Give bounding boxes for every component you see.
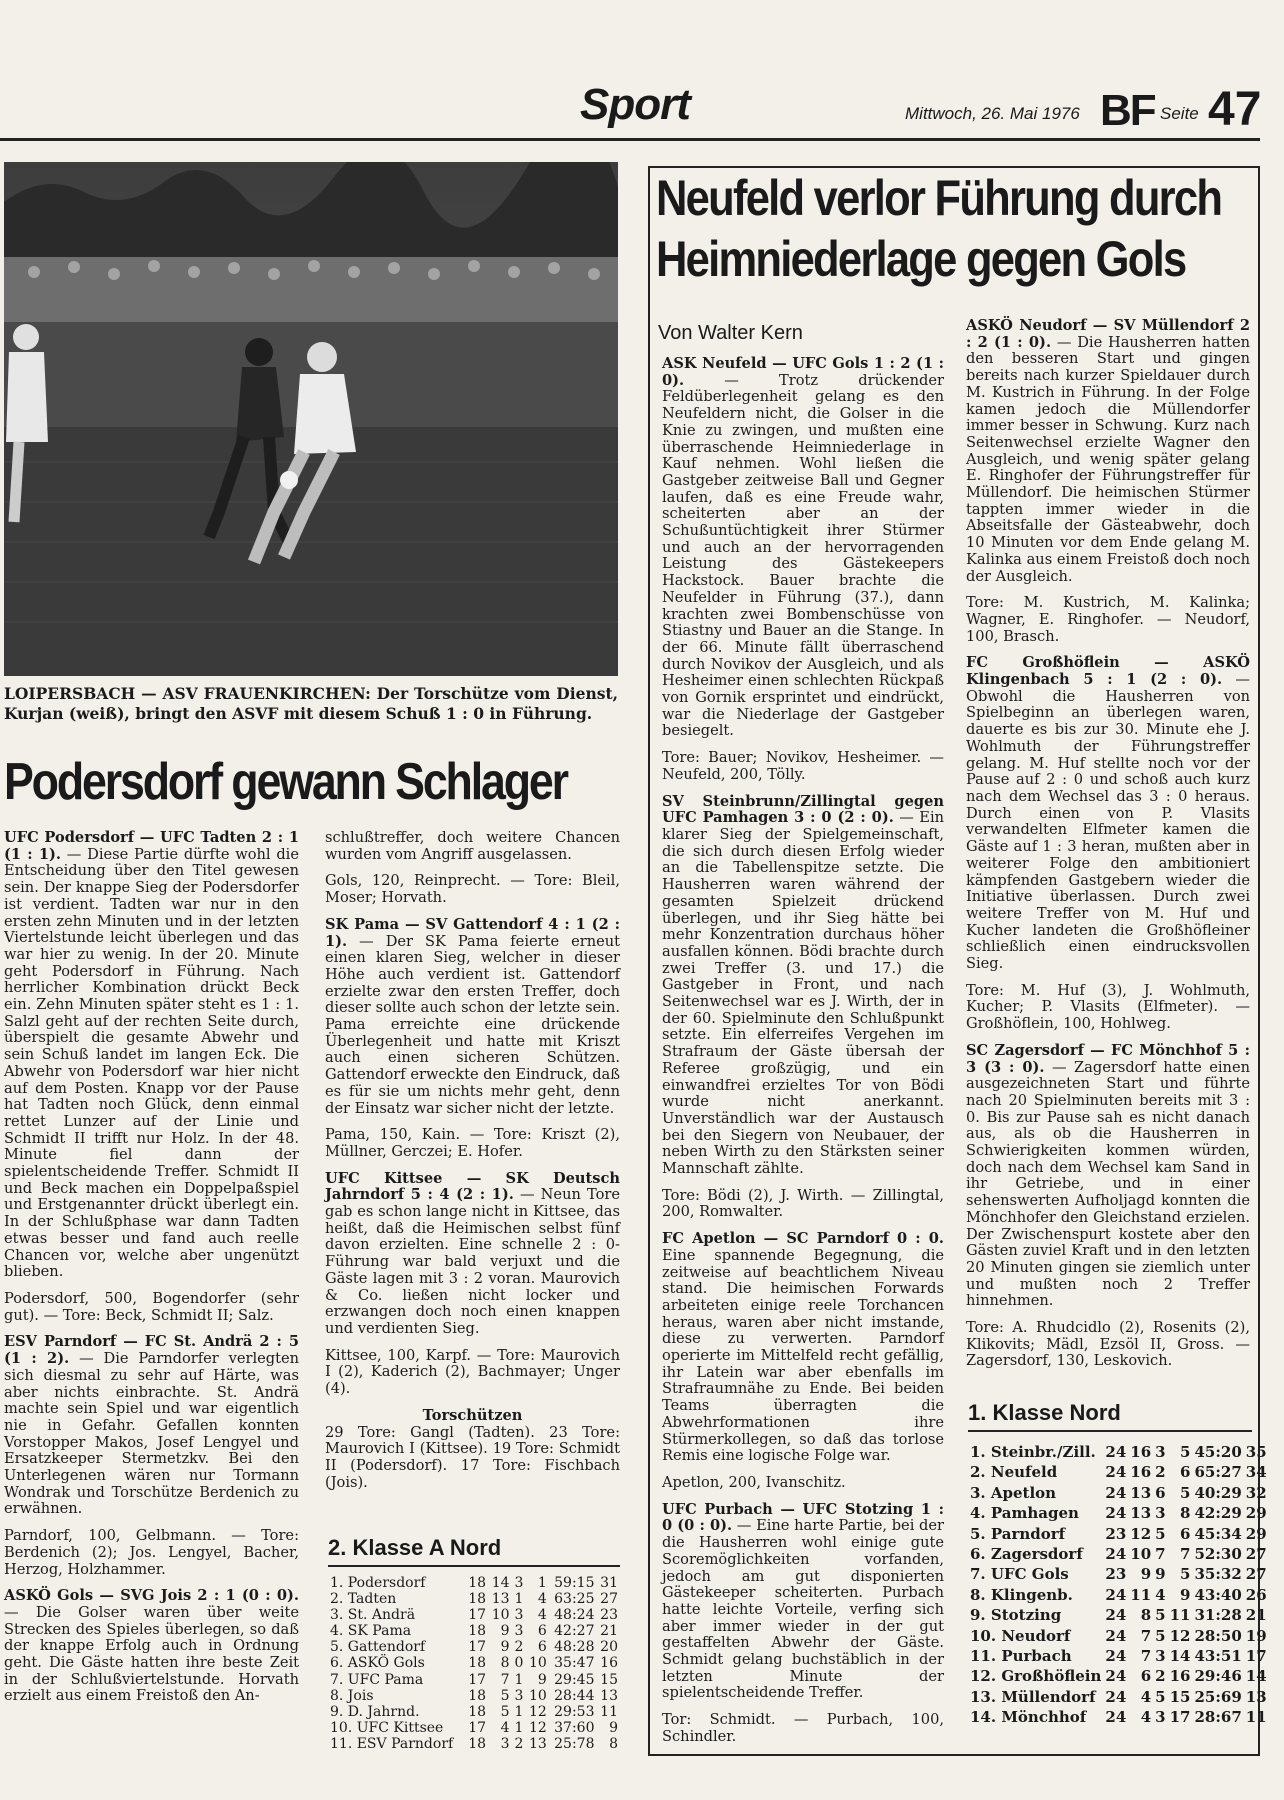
- table-row: [968, 1462, 1269, 1482]
- table-row: [328, 1623, 620, 1639]
- stat-cell: 2: [1155, 1463, 1166, 1482]
- stat-cell: 18: [468, 1591, 487, 1608]
- stat-cell: 5: [1155, 1626, 1166, 1645]
- stat-cell: 4: [1140, 1687, 1152, 1706]
- stat-cell: 4: [537, 1607, 547, 1624]
- stat-cell: 6: [537, 1639, 547, 1656]
- stat-cell: 11: [1169, 1606, 1191, 1625]
- stat-cell: 3: [514, 1623, 524, 1640]
- stat-cell: 10: [529, 1687, 547, 1704]
- stat-cell: 31: [600, 1575, 618, 1591]
- report-paragraph: SC Zagersdorf — FC Mönchhof 5 : 3 (3 : 0). — Zagersdorf hatte einen ausgezeichneten Start und führte nach 20 Spielminuten bereits mit 3 : 0. Bis zur Pause sah es nicht danach aus, als ob die Hausherren in Schwierigkeiten kommen würden, doch nach dem Wechsel kam Sand in ihr Getriebe, und in einer sehenswerten Aufholjagd konnten die Mönchhofer den Gleichstand erzielen. Der Zwischenspurt kostete aber den Gästen zuviel Kraft und in den letzten 20 Minuten gingen sie ziemlich unter und mußten noch 2 Treffer hinnehmen.: [966, 1041, 1250, 1310]
- masthead-rule: [0, 138, 1260, 141]
- right-headline: [656, 168, 1222, 290]
- table-title: 1. Klasse Nord: [968, 1400, 1121, 1425]
- stat-cell: 2: [1155, 1667, 1166, 1686]
- stat-cell: 7: [1140, 1626, 1152, 1645]
- standings-1-nord: [968, 1400, 1267, 1727]
- stat-cell: 16: [1130, 1463, 1152, 1482]
- stat-cell: 12: [1169, 1626, 1191, 1645]
- stat-cell: 35:47: [554, 1655, 595, 1672]
- stat-cell: 29:46: [1194, 1667, 1242, 1686]
- stat-cell: 24: [1105, 1687, 1127, 1706]
- stat-cell: 10: [529, 1655, 547, 1672]
- table-row: [968, 1503, 1269, 1523]
- stat-cell: 12: [529, 1719, 547, 1736]
- stat-cell: 13: [491, 1591, 510, 1608]
- stat-cell: 18: [468, 1623, 487, 1640]
- stat-cell: 34: [1245, 1463, 1267, 1482]
- stat-cell: 6: [1180, 1463, 1191, 1482]
- report-paragraph: Tore: M. Kustrich, M. Kalinka; Wagner, E. Ringhofer. — Neudorf, 100, Brasch.: [966, 594, 1250, 645]
- stat-cell: 3: [514, 1607, 524, 1624]
- table-row: [328, 1639, 620, 1655]
- stat-cell: 10: [1130, 1544, 1152, 1563]
- team-name: 9. D. Jahrnd.: [330, 1703, 420, 1720]
- team-name: 3. St. Andrä: [330, 1607, 416, 1624]
- stat-cell: 11: [1130, 1585, 1152, 1604]
- stat-cell: 17: [468, 1607, 487, 1624]
- stat-cell: 42:29: [1194, 1504, 1242, 1523]
- stat-cell: 17: [1245, 1646, 1267, 1665]
- stat-cell: 12: [529, 1703, 547, 1720]
- report-paragraph: UFC Kittsee — SK Deutsch Jahrndorf 5 : 4 (2 : 1). — Neun Tore gab es schon lange nicht in Kittsee, das heißt, daß die Heimischen selbst fünf davon erzielten. Eine schnelle 2 : 0-Führung war bald verjuxt und die Gäste lagen mit 3 : 2 voran. Maurovich & Co. ließen nicht locker und erzwangen doch noch einen knappen und verdienten Sieg.: [325, 1169, 620, 1337]
- stat-cell: 5: [1180, 1483, 1191, 1502]
- report-paragraph: Apetlon, 200, Ivanschitz.: [662, 1474, 846, 1491]
- stat-cell: 23: [1105, 1565, 1127, 1584]
- right-column-1: [662, 356, 944, 1756]
- standings-a-nord: [328, 1535, 620, 1752]
- stat-cell: 5: [500, 1703, 510, 1720]
- stat-cell: 7: [1155, 1544, 1166, 1563]
- report-paragraph: UFC Purbach — UFC Stotzing 1 : 0 (0 : 0). — Eine harte Partie, bei der die Hausherren wohl einige gute Scoremöglichkeiten vorfanden, jedoch am gut disponierten Gästekeeper scheiterten. Purbach hatte leichte Vorteile, verfing sich aber immer wieder in der gut gestaffelten Abwehr der Gäste. Schmidt gelang buchstäblich in der letzten Minute der spielentscheidende Treffer.: [662, 1500, 945, 1702]
- report-paragraph: Podersdorf, 500, Bogendorfer (sehr gut). — Tore: Beck, Schmidt II; Salz.: [4, 1289, 299, 1324]
- report-paragraph: Parndorf, 100, Gelbmann. — Tore: Berdenich (2); Jos. Lengyel, Bacher, Herzog, Holzhammer.: [4, 1527, 299, 1578]
- stat-cell: 4: [537, 1591, 547, 1608]
- stat-cell: 13: [1130, 1483, 1152, 1502]
- table-title: 2. Klasse A Nord: [328, 1535, 502, 1560]
- stat-cell: 13: [1245, 1687, 1267, 1706]
- stat-cell: 24: [1105, 1504, 1127, 1523]
- team-name: 5. Parndorf: [970, 1524, 1066, 1543]
- stat-cell: 10: [491, 1607, 510, 1624]
- match-photo: [4, 162, 618, 676]
- stat-cell: 17: [1169, 1708, 1191, 1727]
- stat-cell: 24: [1105, 1544, 1127, 1563]
- stat-cell: 8: [1180, 1504, 1191, 1523]
- team-name: 8. Jois: [330, 1687, 374, 1704]
- table-rule: [328, 1565, 620, 1567]
- report-paragraph: SK Pama — SV Gattendorf 4 : 1 (2 : 1). — Der SK Pama feierte erneut einen klaren Sieg, welcher in dieser Höhe auch verdient ist. Gattendorf erzielte zwar den ersten Treffer, doch dieser sollte auch schon der letzte sein. Pama erreichte eine drückende Überlegenheit und hatte mit Kriszt auch einen sicheren Schützen. Gattendorf erweckte den Eindruck, daß es für sie um nichts mehr geht, denn der Einsatz war sicher nicht der letzte.: [325, 915, 620, 1117]
- table-row: [968, 1524, 1269, 1544]
- table-rule: [968, 1430, 1252, 1432]
- byline: Von Walter Kern: [658, 322, 803, 344]
- stat-cell: 16: [1169, 1667, 1191, 1686]
- stat-cell: 42:27: [554, 1623, 595, 1640]
- stat-cell: 23: [1105, 1524, 1127, 1543]
- stat-cell: 24: [1105, 1585, 1127, 1604]
- standings-table: [968, 1442, 1269, 1727]
- report-paragraph: Tore: M. Huf (3), J. Wohlmuth, Kucher; P. Vlasits (Elfmeter). — Großhöflein, 100, Hohlweg.: [966, 981, 1250, 1033]
- report-paragraph: Tore: Bödi (2), J. Wirth. — Zillingtal, 200, Romwalter.: [662, 1186, 944, 1221]
- stat-cell: 17: [468, 1719, 487, 1736]
- stat-cell: 27: [600, 1591, 618, 1608]
- stat-cell: 2: [514, 1639, 524, 1656]
- stat-cell: 26: [1245, 1585, 1267, 1604]
- stat-cell: 27: [1245, 1544, 1267, 1563]
- stat-cell: 18: [468, 1703, 487, 1720]
- stat-cell: 1: [514, 1591, 524, 1608]
- team-name: 5. Gattendorf: [330, 1639, 426, 1656]
- stat-cell: 5: [500, 1687, 510, 1704]
- table-row: [328, 1607, 620, 1623]
- stat-cell: 6: [1140, 1667, 1152, 1686]
- stat-cell: 14: [491, 1575, 510, 1591]
- stat-cell: 6: [1180, 1524, 1191, 1543]
- stat-cell: 18: [468, 1575, 487, 1591]
- stat-cell: 3: [514, 1687, 524, 1704]
- stat-cell: 9: [1155, 1565, 1166, 1584]
- table-row: [968, 1564, 1269, 1584]
- stat-cell: 24: [1105, 1708, 1127, 1727]
- stat-cell: 24: [1105, 1443, 1127, 1461]
- stat-cell: 28:44: [554, 1687, 595, 1704]
- left-headline: Podersdorf gewann Schlager: [4, 753, 567, 811]
- stat-cell: 13: [600, 1687, 618, 1704]
- stat-cell: 25:78: [554, 1735, 595, 1752]
- stat-cell: 4: [1155, 1585, 1166, 1604]
- stat-cell: 9: [500, 1639, 510, 1656]
- team-name: 6. ASKÖ Gols: [330, 1655, 425, 1672]
- team-name: 4. SK Pama: [330, 1623, 412, 1640]
- table-row: [328, 1591, 620, 1607]
- stat-cell: 8: [1140, 1606, 1152, 1625]
- stat-cell: 16: [600, 1655, 618, 1672]
- stat-cell: 27: [1245, 1565, 1267, 1584]
- stat-cell: 6: [1155, 1483, 1166, 1502]
- section-title: Sport: [580, 80, 690, 129]
- report-paragraph: Tore: A. Rhudcidlo (2), Rosenits (2), Klikovits; Mädl, Ezsöl II, Gross. — Zagersdorf, 130, Leskovich.: [966, 1319, 1250, 1370]
- stat-cell: 14: [1169, 1646, 1191, 1665]
- table-row: [968, 1442, 1269, 1462]
- table-row: [328, 1736, 620, 1752]
- team-name: 3. Apetlon: [970, 1483, 1057, 1502]
- table-row: [968, 1707, 1269, 1727]
- stat-cell: 20: [600, 1639, 618, 1656]
- stat-cell: 21: [1245, 1606, 1267, 1625]
- stat-cell: 16: [1130, 1443, 1152, 1461]
- table-row: [968, 1605, 1269, 1625]
- stat-cell: 3: [1155, 1646, 1166, 1665]
- table-row: [328, 1672, 620, 1688]
- table-row: [968, 1646, 1269, 1666]
- stat-cell: 9: [537, 1671, 547, 1688]
- table-row: [968, 1483, 1269, 1503]
- report-paragraph: ASKÖ Neudorf — SV Müllendorf 2 : 2 (1 : 0). — Die Hausherren hatten den besseren Start und gingen bereits nach kurzer Spieldauer durch M. Kustrich in Führung. In der Folge kamen jedoch die Müllendorfer immer besser in Schwung. Kurz nach Seitenwechsel erzielte Wagner den Ausgleich, und wenig später gelang E. Ringhofer der Führungstreffer für Müllendorf. Die heimischen Stürmer tappten immer wieder in die Abseitsfalle der Gästeabwehr, doch 10 Minuten vor dem Ende gelang M. Kalinka aus einem Freistoß doch noch der Ausgleich.: [966, 317, 1250, 585]
- stat-cell: 18: [468, 1655, 487, 1672]
- stat-cell: 9: [1140, 1565, 1152, 1584]
- report-paragraph: FC Großhöflein — ASKÖ Klingenbach 5 : 1 (2 : 0). — Obwohl die Hausherren von Spielbeginn an überlegen waren, dauerte es bis zur 30. Minute ehe J. Wohlmuth der Führungstreffer gelang. M. Huf stellte noch vor der Pause auf 2 : 0 und schoß auch kurz nach dem Wechsel das 3 : 0 heraus. Durch einen von P. Vlasits verwandelten Elfmeter kamen die Gäste auf 1 : 3 heran, mußten aber in weiterer Folge den ambitioniert kämpfenden Gastgebern wieder die Initiative überlassen. Durch zwei weitere Treffer von M. Huf und Kucher landeten die Großhöfleiner schließlich einen eindrucksvollen Sieg.: [966, 654, 1251, 973]
- stat-cell: 5: [1155, 1606, 1166, 1625]
- team-name: 10. UFC Kittsee: [330, 1719, 444, 1736]
- stat-cell: 12: [1130, 1524, 1152, 1543]
- stat-cell: 35:32: [1194, 1565, 1242, 1584]
- team-name: 8. Klingenb.: [970, 1585, 1073, 1604]
- team-name: 2. Neufeld: [970, 1463, 1058, 1482]
- left-column-2: [325, 830, 620, 1501]
- report-paragraph: Tore: Bauer; Novikov, Hesheimer. — Neufeld, 200, Tölly.: [662, 749, 944, 783]
- stat-cell: 21: [600, 1623, 618, 1640]
- table-row: [968, 1626, 1269, 1646]
- report-paragraph: FC Apetlon — SC Parndorf 0 : 0. Eine spannende Begegnung, die zeitweise auf beachtlichem Niveau stand. Die heimischen Forwards arbeiteten einige reele Torchancen heraus, waren aber nicht imstande, diese zu verwerten. Parndorf operierte im Mittelfeld recht gefällig, ihr Latein war aber ebenfalls im Strafraumnähe zu Ende. Bei beiden Teams überragten die Abwehrformationen ihre Stürmerkollegen, so daß das torlose Remis eine logische Folge war.: [662, 1230, 944, 1465]
- stat-cell: 17: [468, 1671, 487, 1688]
- stat-cell: 13: [1130, 1504, 1152, 1523]
- stat-cell: 65:27: [1194, 1463, 1242, 1482]
- standings-table: [328, 1575, 620, 1752]
- stat-cell: 37:60: [554, 1719, 595, 1736]
- stat-cell: 24: [1105, 1646, 1127, 1665]
- right-headline-line-2: Heimniederlage gegen Gols: [656, 231, 1186, 287]
- table-row: [328, 1704, 620, 1720]
- stat-cell: 14: [1245, 1667, 1267, 1686]
- team-name: 4. Pamhagen: [970, 1504, 1079, 1523]
- table-row: [328, 1720, 620, 1736]
- stat-cell: 18: [468, 1687, 487, 1704]
- team-name: 11. ESV Parndorf: [330, 1735, 454, 1752]
- stat-cell: 29: [1245, 1524, 1267, 1543]
- stat-cell: 23: [600, 1607, 618, 1624]
- stat-cell: 5: [1180, 1565, 1191, 1584]
- stat-cell: 59:15: [554, 1575, 595, 1591]
- stat-cell: 28:50: [1194, 1626, 1242, 1645]
- team-name: 7. UFC Pama: [330, 1671, 424, 1688]
- table-row: [968, 1544, 1269, 1564]
- stat-cell: 1: [514, 1671, 524, 1688]
- stat-cell: 9: [609, 1719, 618, 1736]
- right-column-2: [966, 318, 1250, 1380]
- scorers-list: 29 Tore: Gangl (Tadten). 23 Tore: Maurovich I (Kittsee). 19 Tore: Schmidt II (Podersdorf). 17 Tore: Fischbach (Jois).: [325, 1423, 620, 1491]
- newspaper-logo: BF: [1100, 86, 1155, 135]
- stat-cell: 1: [514, 1703, 524, 1720]
- left-column-1: [4, 830, 299, 1715]
- stat-cell: 25:69: [1194, 1687, 1242, 1706]
- stat-cell: 7: [500, 1671, 510, 1688]
- stat-cell: 32: [1245, 1483, 1267, 1502]
- stat-cell: 9: [500, 1623, 510, 1640]
- stat-cell: 40:29: [1194, 1483, 1242, 1502]
- team-name: 14. Mönchhof: [970, 1708, 1087, 1727]
- stat-cell: 15: [600, 1671, 618, 1688]
- stat-cell: 24: [1105, 1626, 1127, 1645]
- stat-cell: 35: [1245, 1443, 1267, 1461]
- issue-date: Mittwoch, 26. Mai 1976: [905, 104, 1080, 123]
- stat-cell: 3: [1155, 1443, 1166, 1461]
- stat-cell: 8: [500, 1655, 510, 1672]
- stat-cell: 5: [1180, 1443, 1191, 1461]
- table-row: [968, 1687, 1269, 1707]
- right-headline-line-1: Neufeld verlor Führung durch: [656, 170, 1222, 226]
- stat-cell: 9: [1180, 1585, 1191, 1604]
- stat-cell: 17: [468, 1639, 487, 1656]
- stat-cell: 48:28: [554, 1639, 595, 1656]
- stat-cell: 6: [537, 1623, 547, 1640]
- stat-cell: 2: [514, 1735, 524, 1752]
- stat-cell: 48:24: [554, 1607, 595, 1624]
- stat-cell: 19: [1245, 1626, 1267, 1645]
- report-paragraph: Pama, 150, Kain. — Tore: Kriszt (2), Müllner, Gerczei; E. Hofer.: [325, 1126, 620, 1160]
- page-label: Seite: [1160, 104, 1199, 123]
- stat-cell: 7: [1180, 1544, 1191, 1563]
- stat-cell: 13: [529, 1735, 547, 1752]
- stat-cell: 18: [468, 1735, 487, 1752]
- stat-cell: 28:67: [1194, 1708, 1242, 1727]
- table-row: [328, 1575, 620, 1591]
- stat-cell: 31:28: [1194, 1606, 1242, 1625]
- stat-cell: 4: [500, 1719, 510, 1736]
- team-name: 1. Steinbr./Zill.: [970, 1443, 1096, 1461]
- stat-cell: 24: [1105, 1667, 1127, 1686]
- table-row: [968, 1585, 1269, 1605]
- team-name: 10. Neudorf: [970, 1626, 1071, 1645]
- stat-cell: 3: [514, 1575, 524, 1591]
- stat-cell: 7: [1140, 1646, 1152, 1665]
- stat-cell: 3: [1155, 1708, 1166, 1727]
- report-paragraph: schlußtreffer, doch weitere Chancen wurden vom Angriff ausgelassen.: [325, 829, 620, 863]
- report-paragraph: Kittsee, 100, Karpf. — Tore: Maurovich I (2), Kaderich (2), Bachmayer; Unger (4).: [325, 1346, 620, 1398]
- stat-cell: 8: [609, 1735, 618, 1752]
- table-row: [328, 1688, 620, 1704]
- team-name: 2. Tadten: [330, 1591, 397, 1608]
- team-name: 9. Stotzing: [970, 1606, 1062, 1625]
- team-name: 6. Zagersdorf: [970, 1544, 1083, 1563]
- table-row: [328, 1655, 620, 1671]
- stat-cell: 3: [500, 1735, 510, 1752]
- stat-cell: 45:34: [1194, 1524, 1242, 1543]
- stat-cell: 63:25: [554, 1591, 595, 1608]
- stat-cell: 24: [1105, 1483, 1127, 1502]
- team-name: 11. Purbach: [970, 1646, 1072, 1665]
- team-name: 12. Großhöflein: [970, 1667, 1102, 1686]
- report-paragraph: SV Steinbrunn/Zillingtal gegen UFC Pamhagen 3 : 0 (2 : 0). — Ein klarer Sieg der Spielgemeinschaft, die sich durch diesen Erfolg wieder an die Tabellenspitze setzte. Die Hausherren waren während der gesamten Spielzeit drückend überlegen, und ihr Sieg hätte bei mehr Konzentration durchaus höher ausfallen können. Bödi brachte durch zwei Treffer (3. und 17.) die Gastgeber in Front, und nach Seitenwechsel war es J. Wirth, der in der 60. Spielminute den Schlußpunkt setzte. Ein elferreifes Vergehen im Strafraum der Gäste übersah der Referee großzügig, und ein einwandfrei erzieltes Tor von Bödi wurde nicht anerkannt. Unverständlich war der Austausch bei den Siegern von Neubauer, der neben Wirth zu den Stärksten seiner Mannschaft zählte.: [662, 792, 945, 1178]
- scorers-title: Torschützen: [422, 1406, 523, 1424]
- report-paragraph: ASKÖ Gols — SVG Jois 2 : 1 (0 : 0). — Die Golser waren über weite Strecken des Spieles überlegen, so daß der knappe Erfolg auch in Ordnung geht. Die Gäste hatten ihre beste Zeit in der Schlußviertelstunde. Horvath erzielt aus einem Freistoß den An-: [4, 1587, 299, 1705]
- stat-cell: 29:45: [554, 1671, 595, 1688]
- stat-cell: 5: [1155, 1687, 1166, 1706]
- stat-cell: 15: [1169, 1687, 1191, 1706]
- stat-cell: 43:40: [1194, 1585, 1242, 1604]
- report-paragraph: Tor: Schmidt. — Purbach, 100, Schindler.: [662, 1711, 944, 1745]
- stat-cell: 11: [1245, 1708, 1267, 1727]
- stat-cell: 11: [600, 1703, 618, 1720]
- stat-cell: 29: [1245, 1504, 1267, 1523]
- team-name: 13. Müllendorf: [970, 1687, 1096, 1706]
- report-paragraph: ESV Parndorf — FC St. Andrä 2 : 5 (1 : 2). — Die Parndorfer verlegten sich diesmal zu sehr auf Härte, was aber nichts einbrachte. St. Andrä machte sein Spiel und war eigentlich nie in Gefahr. Gefallen konnten Vorstopper Makos, Josef Lengyel und Ersatzkeeper Stermetzkv. Bei den Unterlegenen wären nur Tormann Wondrak und Torschütze Berdenich zu erwähnen.: [4, 1333, 300, 1518]
- page-number: 47: [1208, 83, 1262, 136]
- stat-cell: 24: [1105, 1463, 1127, 1482]
- stat-cell: 4: [1140, 1708, 1152, 1727]
- report-paragraph: UFC Podersdorf — UFC Tadten 2 : 1 (1 : 1). — Diese Partie dürfte wohl die Entscheidung über den Titel gewesen sein. Der knappe Sieg der Podersdorfer ist verdient. Tadten war nur in den ersten zehn Minuten und in der letzten Viertelstunde leicht überlegen und das war hier zu wenig. In der 20. Minute geht Podersdorf in Führung. Nach herrlicher Kombination drückt Beck ein. Zehn Minuten später steht es 1 : 1. Salzl geht auf der rechten Seite durch, überspielt die gesamte Abwehr und sein Schuß landet im langen Eck. Die Abwehr von Podersdorf war hier nicht auf dem Posten. Knapp vor der Pause hat Tadten noch Glück, denn einmal rettet Lunzer auf der Linie und Schmidt II trifft nur Holz. In der 48. Minute fiel dann der spielentscheidende Treffer. Schmidt II und Beck machen ein Doppelpaßspiel und Erstgenannter drückt überlegt ein. In der Schlußphase war dann Tadten etwas besser und fand auch reelle Chancen vor, welche aber ungenützt blieben.: [4, 829, 299, 1281]
- stat-cell: 45:20: [1194, 1443, 1242, 1461]
- stat-cell: 43:51: [1194, 1646, 1242, 1665]
- stat-cell: 3: [1155, 1504, 1166, 1523]
- football-match-image: [4, 162, 618, 676]
- stat-cell: 5: [1155, 1524, 1166, 1543]
- stat-cell: 0: [514, 1655, 524, 1672]
- photo-caption: LOIPERSBACH — ASV FRAUENKIRCHEN: Der Torschütze vom Dienst, Kurjan (weiß), bringt den ASVF mit diesem Schuß 1 : 0 in Führung.: [4, 684, 618, 723]
- stat-cell: 1: [514, 1719, 524, 1736]
- team-name: 1. Podersdorf: [330, 1575, 426, 1591]
- report-paragraph: ASK Neufeld — UFC Gols 1 : 2 (1 : 0). — Trotz drückender Feldüberlegenheit gelang es den Neufeldern nicht, die Golser in die Knie zu zwingen, und mußten eine überraschende Heimniederlage in Kauf nehmen. Wohl ließen die Gastgeber zeitweise Ball und Gegner laufen, daß es eine Freude wahr, scheiterten aber an der Schußuntüchtigkeit ihrer Stürmer und auch an der hervorragenden Leistung des Gästekeepers Hackstock. Bauer brachte die Neufelder in Führung (37.), dann krachten zwei Bombenschüsse von Stiastny und Bauer an die Stange. In der 66. Minute fällt überraschend durch Novikov der Ausgleich, und als Hesheimer einen schlechten Rückpaß von Gornik ersprintet und eindrückt, war die Niederlage der Gastgeber besiegelt.: [662, 355, 944, 740]
- team-name: 7. UFC Gols: [970, 1565, 1069, 1584]
- stat-cell: 24: [1105, 1606, 1127, 1625]
- stat-cell: 1: [537, 1575, 547, 1591]
- stat-cell: 52:30: [1194, 1544, 1242, 1563]
- table-row: [968, 1666, 1269, 1686]
- report-paragraph: Gols, 120, Reinprecht. — Tore: Bleil, Moser; Horvath.: [325, 872, 620, 907]
- stat-cell: 29:53: [554, 1703, 595, 1720]
